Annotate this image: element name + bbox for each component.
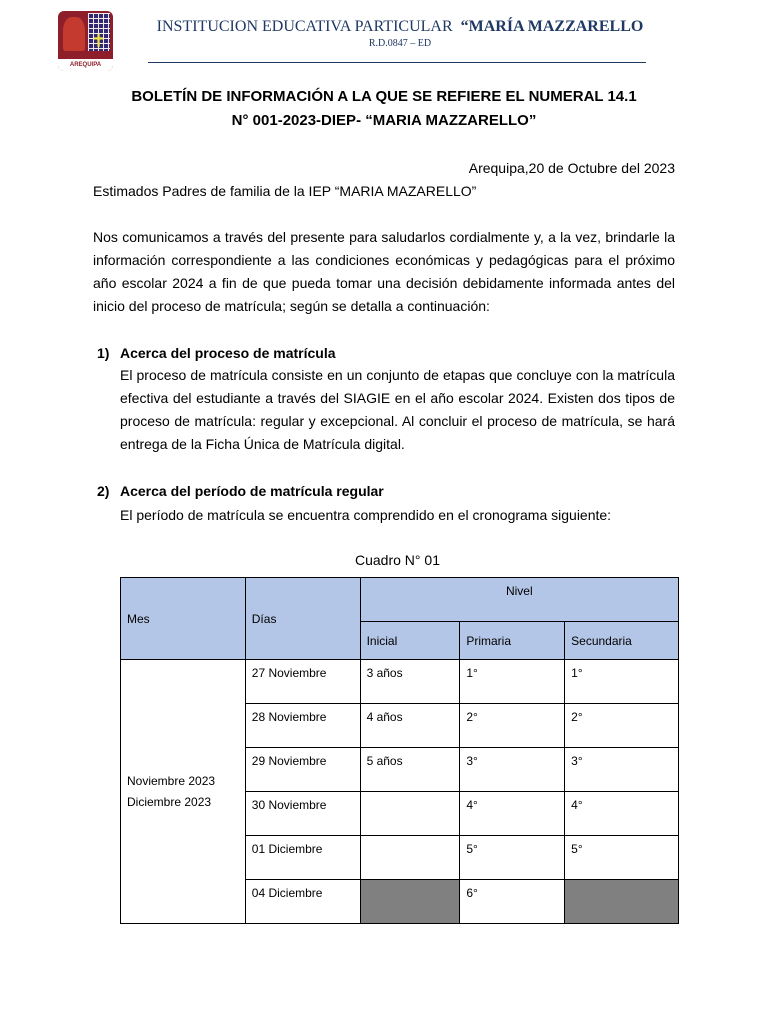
- section-2-number: 2): [97, 483, 110, 499]
- section-1-body: El proceso de matrícula consiste en un conjunto de etapas que concluye con la matrícula efectiva del estudiante a través del SIAGIE en el año escolar 2024. Existen dos tipos de proceso de matrícula: regular y excepcional. Al concluir el proceso de matrícula, se hará entrega de la Ficha Única de Matrícula digital.: [120, 367, 675, 452]
- dia-cell: 27 Noviembre: [245, 660, 360, 704]
- table-caption: Cuadro N° 01: [355, 552, 440, 568]
- header-inicial: Inicial: [360, 622, 460, 660]
- dia-cell: 29 Noviembre: [245, 748, 360, 792]
- mes-line-2: Diciembre 2023: [127, 794, 212, 809]
- cross-icon: ✝: [91, 31, 107, 52]
- secundaria-cell: 1°: [565, 660, 679, 704]
- section-1-number: 1): [97, 345, 110, 361]
- inicial-cell: [360, 792, 460, 836]
- secundaria-cell-shaded: [565, 880, 679, 924]
- header-mes: Mes: [121, 578, 246, 660]
- logo-figure: [63, 17, 85, 51]
- inicial-cell-shaded: [360, 880, 460, 924]
- primaria-cell: 3°: [460, 748, 565, 792]
- inicial-cell: [360, 836, 460, 880]
- primaria-cell: 1°: [460, 660, 565, 704]
- institution-name: INSTITUCION EDUCATIVA PARTICULAR: [156, 18, 453, 35]
- header-dias: Días: [245, 578, 360, 660]
- secundaria-cell: 2°: [565, 704, 679, 748]
- header-primaria: Primaria: [460, 622, 565, 660]
- resolution-number: R.D.0847 – ED: [368, 38, 432, 49]
- section-2-body: El período de matrícula se encuentra comprendido en el cronograma siguiente:: [120, 507, 612, 523]
- table-header-row: [121, 578, 679, 622]
- header-nivel: Nivel: [360, 578, 678, 622]
- table-row: [121, 660, 679, 704]
- dia-cell: 28 Noviembre: [245, 704, 360, 748]
- school-logo: [58, 11, 113, 71]
- school-name: “MARÍA MAZZARELLO: [460, 18, 644, 35]
- inicial-cell: 3 años: [360, 660, 460, 704]
- mes-line-1: Noviembre 2023: [127, 773, 216, 788]
- dia-cell: 04 Diciembre: [245, 880, 360, 924]
- schedule-table: [120, 577, 679, 924]
- primaria-cell: 5°: [460, 836, 565, 880]
- logo-text: AREQUIPA: [69, 62, 102, 68]
- secundaria-cell: 4°: [565, 792, 679, 836]
- document-title: BOLETÍN DE INFORMACIÓN A LA QUE SE REFIERE EL NUMERAL 14.1: [131, 88, 637, 105]
- document-date: Arequipa,20 de Octubre del 2023: [468, 160, 675, 176]
- dia-cell: 30 Noviembre: [245, 792, 360, 836]
- institution-title: [120, 18, 680, 36]
- dia-cell: 01 Diciembre: [245, 836, 360, 880]
- primaria-cell: 2°: [460, 704, 565, 748]
- secundaria-cell: 5°: [565, 836, 679, 880]
- greeting: Estimados Padres de familia de la IEP “MARIA MAZARELLO”: [93, 183, 477, 199]
- primaria-cell: 4°: [460, 792, 565, 836]
- section-2-heading: Acerca del período de matrícula regular: [120, 483, 384, 499]
- inicial-cell: 5 años: [360, 748, 460, 792]
- mes-cell: [121, 660, 246, 924]
- primaria-cell: 6°: [460, 880, 565, 924]
- secundaria-cell: 3°: [565, 748, 679, 792]
- inicial-cell: 4 años: [360, 704, 460, 748]
- section-1-heading: Acerca del proceso de matrícula: [120, 345, 336, 361]
- document-number: N° 001-2023-DIEP- “MARIA MAZZARELLO”: [231, 112, 537, 129]
- logo-band: [58, 59, 113, 71]
- intro-paragraph: Nos comunicamos a través del presente para saludarlos cordialmente y, a la vez, brindarle la información correspondiente a las condiciones económicas y pedagógicas para el próximo año escolar 2024 a fin de que pueda tomar una decisión debidamente informada antes del inicio del proceso de matrícula; según se detalla a continuación:: [93, 229, 675, 314]
- header-divider: [148, 62, 646, 63]
- header-secundaria: Secundaria: [565, 622, 679, 660]
